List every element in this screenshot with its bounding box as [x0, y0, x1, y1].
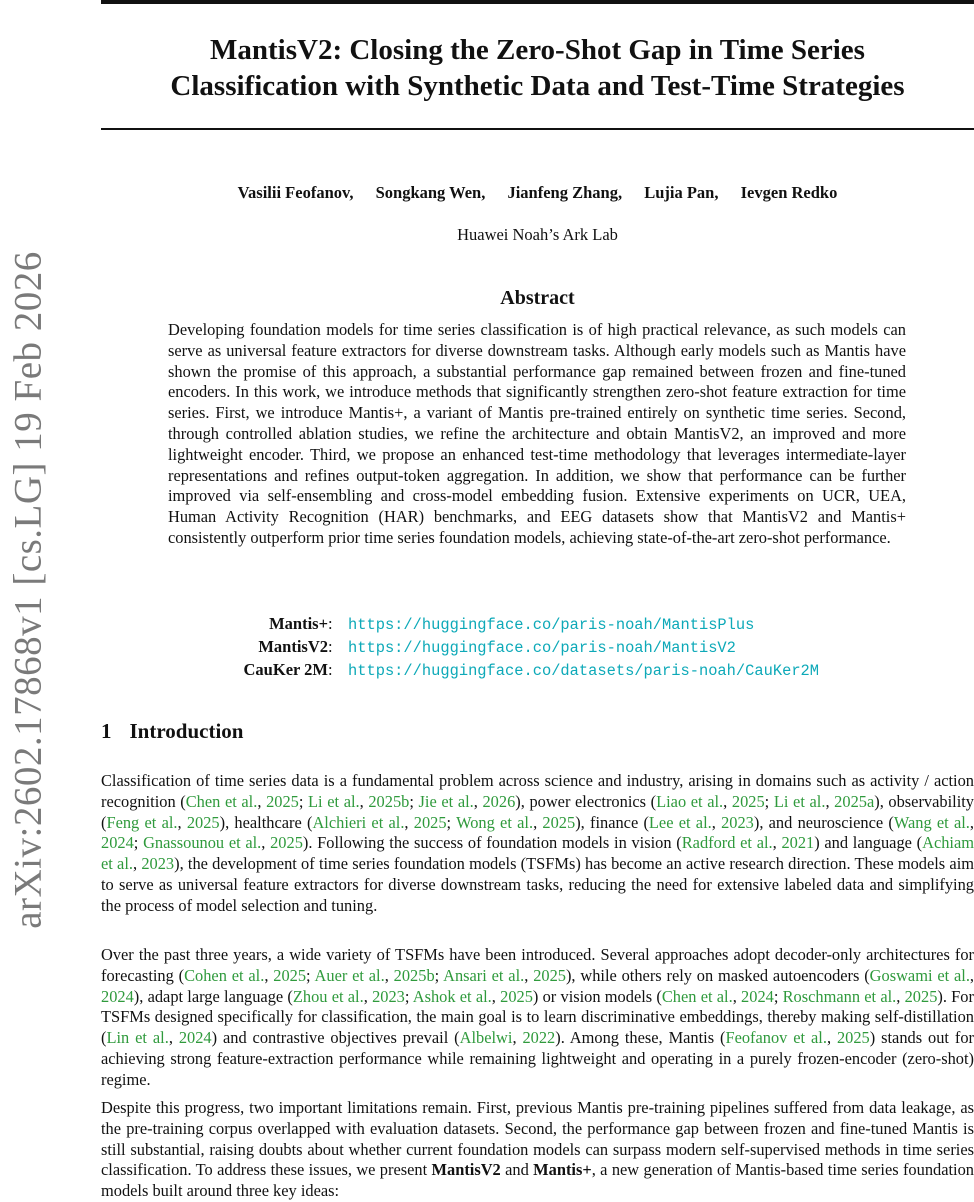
citation-link[interactable]: 2023 [372, 986, 405, 1006]
citation-link[interactable]: Radford et al. [681, 833, 773, 853]
citation-link[interactable]: 2025 [266, 791, 299, 811]
arxiv-stamp: arXiv:2602.17868v1 [cs.LG] 19 Feb 2026 [6, 251, 50, 929]
citation-link[interactable]: 2025 [731, 791, 765, 811]
citation-link[interactable]: Gnassounou et al. [143, 833, 262, 853]
citation-link[interactable]: Chen et al. [185, 791, 258, 811]
citation-link[interactable]: 2021 [781, 833, 815, 853]
citation-link[interactable]: Ashok et al. [412, 986, 492, 1006]
mantis-plus-link[interactable]: https://huggingface.co/paris-noah/MantisPlus [348, 616, 755, 634]
link-row: CauKer 2M : https://huggingface.co/datasets/paris-noah/CauKer2M [168, 659, 906, 682]
intro-paragraph-3: Despite this progress, two important limitations remain. First, previous Mantis pre-training pipelines suffered from data leakage, as the pre-training corpus overlapped with evaluation datasets. Second, the performance gap between frozen and fine-tuned Mantis is still substantial, raising doubts about whether current foundation models can surpass modern self-supervised methods in time series classification. To address these issues, we present MantisV2 and Mantis+, a new generation of Mantis-based time series foundation models built around three key ideas: [101, 1098, 974, 1201]
intro-paragraph-2: Over the past three years, a wide variety of TSFMs have been introduced. Several approaches adopt decoder-only architectures for forecasting (Cohen et al., 2025; Auer et al., 2025b; Ansari et al., 2025), while others rely on masked autoencoders (Goswami et al., 2024), adapt large language (Zhou et al., 2023; Ashok et al., 2025) or vision models (Chen et al., 2024; Roschmann et al., 2025). For TSFMs designed specifically for classification, the main goal is to learn discriminative embeddings, thereby making self-distillation (Lin et al., 2024) and contrastive objectives prevail (Albelwi, 2022). Among these, Mantis (Feofanov et al., 2025) stands out for achieving strong feature-extraction performance while remaining lightweight and operating in a purely frozen-encoder (zero-shot) regime. [101, 945, 974, 1089]
mantis-v2-link[interactable]: https://huggingface.co/paris-noah/MantisV2 [348, 639, 736, 657]
citation-link[interactable]: Chen et al. [661, 986, 733, 1006]
link-label: MantisV2 [258, 637, 328, 656]
citation-link[interactable]: 2025 [836, 1028, 870, 1048]
title-line-1: MantisV2: Closing the Zero-Shot Gap in Time Series [210, 34, 865, 66]
citation-link[interactable]: Wang et al. [893, 812, 970, 832]
citation-link[interactable]: 2025 [270, 833, 303, 853]
section-number: 1 [101, 719, 112, 743]
citation-link[interactable]: 2023 [721, 812, 754, 832]
citation-link[interactable]: 2025 [904, 986, 938, 1006]
author-list [101, 183, 974, 203]
citation-link[interactable]: Ansari et al. [443, 965, 525, 985]
link-row: Mantis+ : https://huggingface.co/paris-noah/MantisPlus [168, 613, 906, 636]
author: Jianfeng Zhang, [507, 183, 623, 202]
citation-link[interactable]: Jie et al. [418, 791, 474, 811]
citation-link[interactable]: Alchieri et al. [312, 812, 405, 832]
bold-term: MantisV2 [431, 1160, 501, 1180]
citation-link[interactable]: Feng et al. [106, 812, 178, 832]
citation-link[interactable]: 2025 [500, 986, 533, 1006]
citation-link[interactable]: 2024 [101, 986, 134, 1006]
citation-link[interactable]: Goswami et al. [869, 965, 970, 985]
affiliation: Huawei Noah’s Ark Lab [457, 225, 618, 244]
citation-link[interactable]: 2025 [186, 812, 220, 832]
link-label: CauKer 2M [243, 660, 328, 679]
citation-link[interactable]: Lin et al. [106, 1028, 169, 1048]
citation-link[interactable]: 2025a [834, 791, 875, 811]
citation-link[interactable]: Auer et al. [314, 965, 385, 985]
citation-link[interactable]: 2026 [482, 791, 516, 811]
abstract-heading: Abstract [500, 287, 575, 309]
citation-link[interactable]: Feofanov et al. [725, 1028, 827, 1048]
abstract-text: Developing foundation models for time series classification is of high practical relevance, as such models can serve as universal feature extractors for diverse downstream tasks. Although early models such as Mantis have shown the promise of this approach, a substantial performance gap remained between frozen and fine-tuned encoders. In this work, we introduce methods that significantly strengthen zero-shot feature extraction for time series. First, we introduce Mantis+, a variant of Mantis pre-trained entirely on synthetic time series. Second, through controlled ablation studies, we refine the architecture and obtain MantisV2, an improved and more lightweight encoder. Third, we propose an enhanced test-time methodology that leverages intermediate-layer representations and refines output-token aggregation. In addition, we show that performance can be further improved via self-ensembling and cross-model embedding fusion. Extensive experiments on UCR, UEA, Human Activity Recognition (HAR) benchmarks, and EEG datasets show that MantisV2 and Mantis+ consistently outperform prior time series foundation models, achieving state-of-the-art zero-shot performance. [168, 320, 906, 547]
citation-link[interactable]: Achiam et al. [101, 833, 974, 874]
intro-paragraph-1: Classification of time series data is a fundamental problem across science and industry, arising in domains such as activity / action recognition (Chen et al., 2025; Li et al., 2025b; Jie et al., 2026), power electronics (Liao et al., 2025; Li et al., 2025a), observability (Feng et al., 2025), healthcare (Alchieri et al., 2025; Wong et al., 2025), finance (Lee et al., 2023), and neuroscience (Wang et al., 2024; Gnassounou et al., 2025). Following the success of foundation models in vision (Radford et al., 2021) and language (Achiam et al., 2023), the development of time series foundation models (TSFMs) has become an active research direction. These models aim to serve as universal feature extractors for diverse downstream tasks, reducing the need for extensive labeled data and simplifying the process of model selection and tuning. [101, 771, 974, 915]
citation-link[interactable]: Li et al. [308, 791, 360, 811]
citation-link[interactable]: 2025b [368, 791, 410, 811]
citation-link[interactable]: 2025 [542, 812, 576, 832]
citation-link[interactable]: 2025 [413, 812, 447, 832]
citation-link[interactable]: 2024 [741, 986, 774, 1006]
citation-link[interactable]: Albelwi [459, 1028, 513, 1048]
title-bottom-rule [101, 128, 974, 130]
author: Ievgen Redko [740, 183, 838, 202]
model-links [168, 613, 906, 682]
citation-link[interactable]: 2024 [101, 833, 134, 853]
citation-link[interactable]: 2023 [141, 854, 175, 874]
title-line-2: Classification with Synthetic Data and Test-Time Strategies [170, 70, 905, 102]
citation-link[interactable]: Roschmann et al. [782, 986, 897, 1006]
citation-link[interactable]: 2025 [533, 965, 566, 985]
citation-link[interactable]: Liao et al. [656, 791, 724, 811]
citation-link[interactable]: 2025b [393, 965, 435, 985]
citation-link[interactable]: Wong et al. [456, 812, 534, 832]
section-title: Introduction [129, 719, 244, 743]
citation-link[interactable]: Zhou et al. [292, 986, 364, 1006]
top-rule [101, 0, 974, 4]
citation-link[interactable]: Li et al. [773, 791, 826, 811]
citation-link[interactable]: 2022 [522, 1028, 556, 1048]
section-heading [101, 719, 243, 744]
author: Songkang Wen, [375, 183, 486, 202]
citation-link[interactable]: Lee et al. [648, 812, 712, 832]
citation-link[interactable]: Cohen et al. [184, 965, 265, 985]
bold-term: Mantis+ [533, 1160, 592, 1180]
link-label: Mantis+ [269, 614, 328, 633]
author: Lujia Pan, [644, 183, 719, 202]
cauker-dataset-link[interactable]: https://huggingface.co/datasets/paris-noah/CauKer2M [348, 662, 820, 680]
paper-title [101, 32, 974, 104]
link-row: MantisV2 : https://huggingface.co/paris-noah/MantisV2 [168, 636, 906, 659]
author: Vasilii Feofanov, [237, 183, 354, 202]
citation-link[interactable]: 2025 [273, 965, 307, 985]
citation-link[interactable]: 2024 [178, 1028, 212, 1048]
